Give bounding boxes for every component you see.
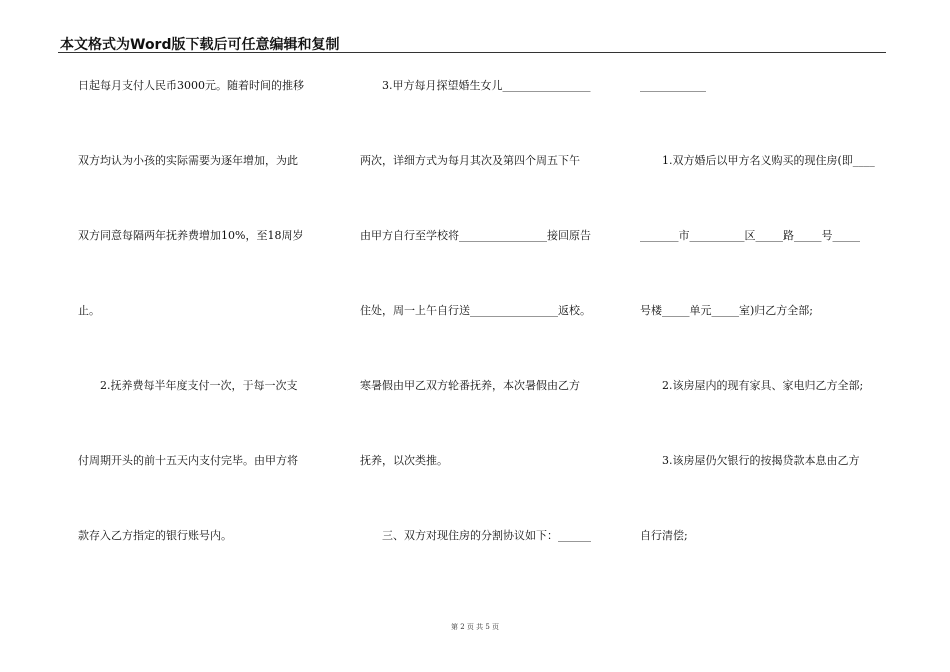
text-line: 由甲方自行至学校将________________接回原告 xyxy=(360,229,591,242)
text-line: 3.该房屋仍欠银行的按揭贷款本息由乙方 xyxy=(640,454,860,467)
text-line: 抚养，以次类推。 xyxy=(360,454,448,467)
text-column-1 xyxy=(78,0,328,672)
text-line: 自行清偿; xyxy=(640,529,688,542)
text-line: 三、双方对现住房的分割协议如下：______ xyxy=(360,529,591,542)
text-line: 双方同意每隔两年抚养费增加10%，至18周岁 xyxy=(78,229,304,242)
text-line: 住处，周一上午自行送________________返校。 xyxy=(360,304,591,317)
text-column-2 xyxy=(360,0,620,672)
text-line: 2.该房屋内的现有家具、家电归乙方全部; xyxy=(640,379,864,392)
text-line: 日起每月支付人民币3000元。随着时间的推移 xyxy=(78,79,304,92)
text-line: 款存入乙方指定的银行账号内。 xyxy=(78,529,232,542)
text-line: 止。 xyxy=(78,304,100,317)
text-line: 双方均认为小孩的实际需要为逐年增加，为此 xyxy=(78,154,298,167)
text-line: 付周期开头的前十五天内支付完毕。由甲方将 xyxy=(78,454,298,467)
header-title: 本文格式为Word版下载后可任意编辑和复制 xyxy=(60,37,340,53)
text-line: _______市__________区_____路_____号_____ xyxy=(640,229,860,242)
page-number: 第 2 页 共 5 页 xyxy=(450,623,500,631)
text-line: 寒暑假由甲乙双方轮番抚养，本次暑假由乙方 xyxy=(360,379,580,392)
text-line: 1.双方婚后以甲方名义购买的现住房(即____ xyxy=(640,154,875,167)
text-line: 2.抚养费每半年度支付一次，于每一次支 xyxy=(78,379,298,392)
text-column-3 xyxy=(640,0,890,672)
text-line: ____________ xyxy=(640,79,706,92)
text-line: 3.甲方每月探望婚生女儿________________ xyxy=(360,79,591,92)
text-line: 两次，详细方式为每月其次及第四个周五下午 xyxy=(360,154,580,167)
text-line: 号楼_____单元_____室)归乙方全部; xyxy=(640,304,813,317)
